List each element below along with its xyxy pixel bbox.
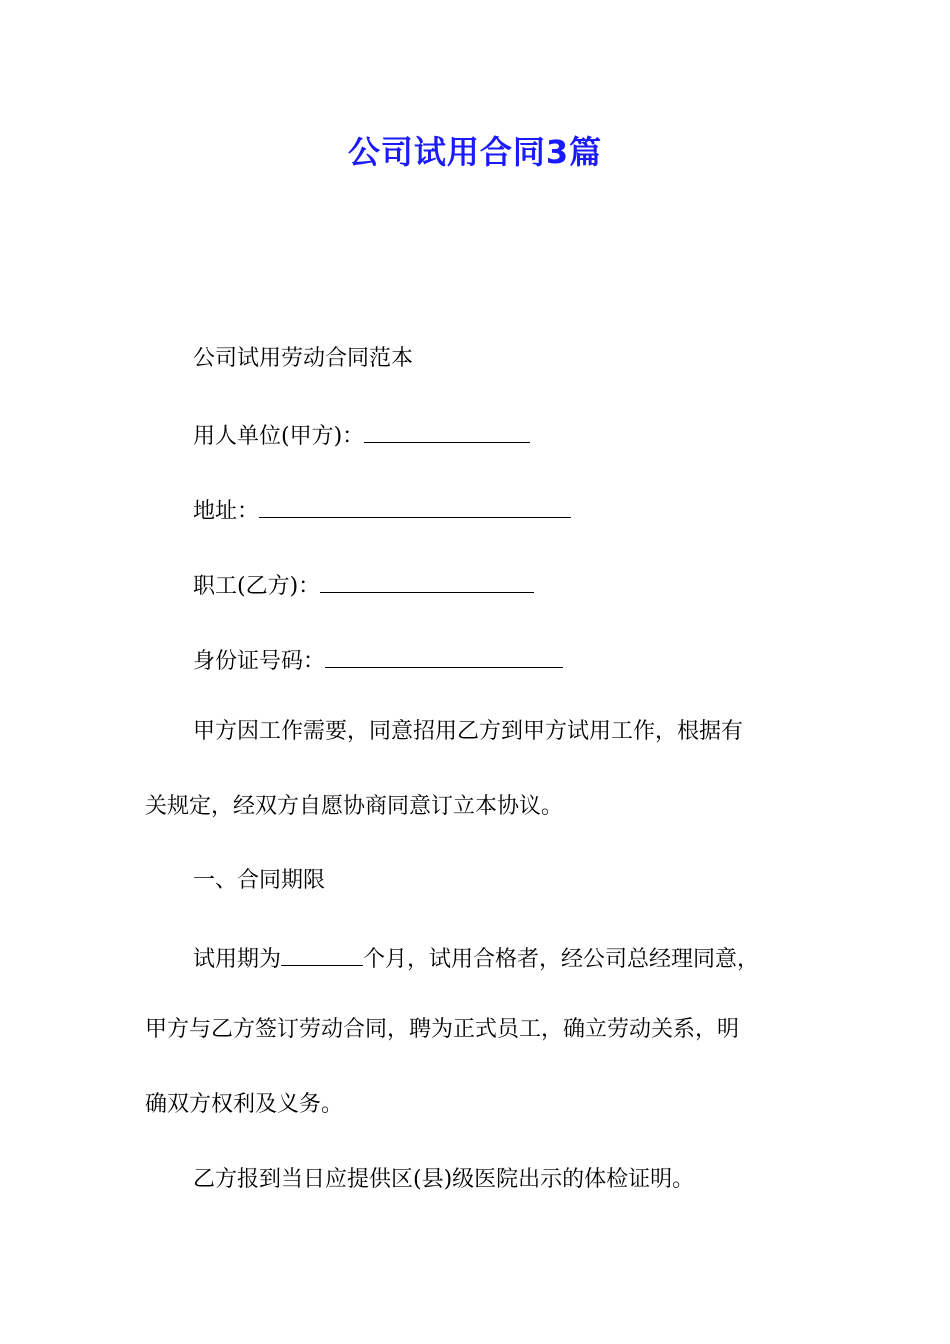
field-id-number-label: 身份证号码： — [193, 649, 326, 674]
paragraph-2-line-1-after: 个月，试用合格者，经公司总经理同意， — [363, 947, 760, 972]
paragraph-1-line-1: 甲方因工作需要，同意招用乙方到甲方试用工作，根据有 — [193, 719, 744, 744]
field-employee-label: 职工(乙方)： — [193, 574, 321, 599]
field-address — [193, 493, 571, 527]
field-address-blank — [259, 493, 571, 518]
paragraph-2-line-1-before: 试用期为 — [193, 947, 282, 972]
field-address-label: 地址： — [193, 499, 260, 524]
paragraph-2-line-1 — [193, 941, 759, 975]
field-employee — [193, 568, 534, 602]
field-id-number-blank — [325, 643, 563, 668]
paragraph-2-line-2: 甲方与乙方签订劳动合同，聘为正式员工，确立劳动关系，明 — [145, 1017, 740, 1042]
field-employer-blank — [364, 418, 530, 443]
paragraph-1-line-2: 关规定，经双方自愿协商同意订立本协议。 — [145, 794, 564, 819]
document-title: 公司试用合同3篇 — [347, 133, 603, 171]
contract-subtitle: 公司试用劳动合同范本 — [193, 346, 414, 371]
paragraph-3: 乙方报到当日应提供区(县)级医院出示的体检证明。 — [193, 1167, 695, 1192]
paragraph-2-line-3: 确双方权利及义务。 — [145, 1092, 344, 1117]
section-heading-term: 一、合同期限 — [193, 868, 326, 893]
field-employee-blank — [320, 568, 534, 593]
field-employer — [193, 418, 530, 452]
field-id-number — [193, 643, 563, 677]
probation-months-blank — [281, 941, 363, 966]
field-employer-label: 用人单位(甲方)： — [193, 424, 365, 449]
